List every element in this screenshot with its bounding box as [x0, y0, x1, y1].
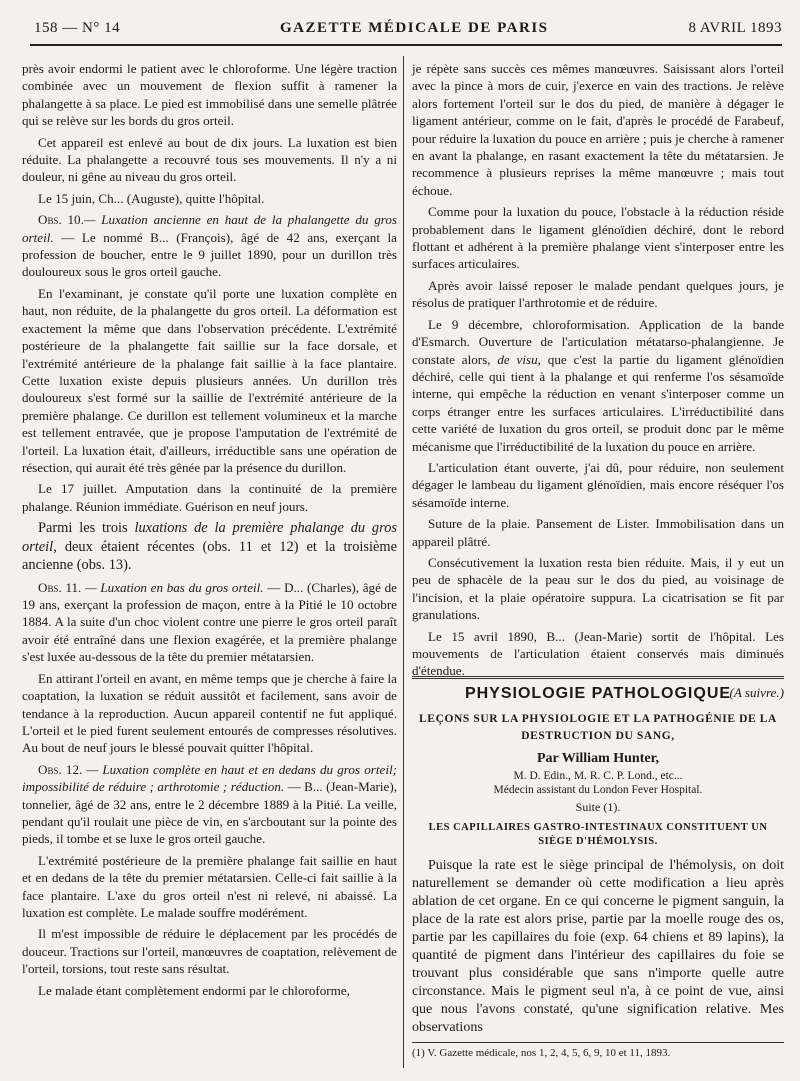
paragraph: En attirant l'orteil en avant, en même temps que je cherche à faire la coaptation, la luxation se réduit aussitôt et facilement, sans avoir de tendance à la reproduction. Aucun appareil contentif ne fut appliqué. L'orteil et le pied furent seulement entourés de compresses résolutives. Au bout de neuf jours le blessé pouvait quitter l'hôpital.: [22, 670, 397, 756]
paragraph: Comme pour la luxation du pouce, l'obstacle à la réduction réside probablement dans le ligament glénoïdien déchiré, dont le rebord flottant et adhérent à la première phalange vient s'interposer entre les surfaces articulaires.: [412, 204, 784, 272]
left-column: [22, 60, 397, 1065]
paragraph: Le malade étant complètement endormi par le chloroforme,: [38, 982, 350, 998]
suite-note: Suite (1).: [575, 800, 621, 814]
observation-12: [22, 761, 397, 848]
paragraph: En l'examinant, je constate qu'il porte une luxation complète en haut, non réduite, de la phalangette du gros orteil. La déformation est exactement la même que dans l'observation précédente. L'extrémité postérieure de la phalangette fait saillie sur la face dorsale, et l'extrémité antérieure de la phalange fait saillie à la face plantaire. Cette luxation existe depuis plusieurs années. Un durillon très douloureux s'est formé sur la saillie de l'extrémité antérieure de la première phalange. Ce durillon est tellement volumineux et la marche est tellement entravée, que je propose l'amputation de l'extrémité de l'orteil. La luxation était, d'ailleurs, irréductible sans une opération de résection, qui aurait été très gênée par la présence du durillon.: [22, 285, 397, 475]
obs-text: — Le nommé B... (François), âgé de 42 ans, exerçant la profession de boucher, entre le 9 juillet 1890, pour un durillon très douloureux sous le gros orteil gauche.: [22, 229, 397, 280]
paragraph: Consécutivement la luxation resta bien réduite. Mais, il y eut un peu de sphacèle de la peau sur le dos du pied, au voisinage de l'incision, et la plaie opératoire suppura. La cicatrisation se fit par granulations.: [412, 554, 784, 623]
paragraph: Cet appareil est enlevé au bout de dix jours. La luxation est bien réduite. La phalangette a recouvré tous ses mouvements. Il n'y a ni douleur, ni gêne au niveau du gros orteil.: [22, 134, 397, 185]
observation-11: [22, 579, 397, 666]
section-title: PHYSIOLOGIE PATHOLOGIQUE: [464, 685, 732, 702]
author: Par William Hunter,: [537, 751, 659, 766]
physiology-section: [412, 676, 784, 1071]
to-be-continued: (A suivre.): [729, 684, 784, 700]
paragraph: Le 9 décembre, chloroformisation. Application de la bande d'Esmarch. Ouverture de l'articulation métatarso-phalangienne. Je constate alors, de visu, que c'est la partie du ligament glénoïdien déchiré, celle qui tient à la phalange et qui renferme l'os sésamoïde interne, qui empêche la réduction en venant s'interposer comme un corps étranger entre les surfaces articulaires. L'irréductibilité dans cette variété de luxation du gros orteil, se produit donc par le même mécanisme que l'irréductibilité de la luxation du pouce en arrière.: [412, 316, 784, 454]
journal-title: GAZETTE MÉDICALE DE PARIS: [280, 20, 549, 36]
issue-date: 8 AVRIL 1893: [688, 20, 782, 36]
observation-10: [22, 211, 397, 281]
paragraph: Le 17 juillet. Amputation dans la continuité de la première phalange. Réunion immédiate. Guérison en neuf jours.: [22, 481, 397, 514]
paragraph: Après avoir laissé reposer le malade pendant quelques jours, je résolus de pratiquer l'arthrotomie et de réduire.: [412, 277, 784, 311]
paragraph: Il m'est impossible de réduire le déplacement par les procédés de douceur. Tractions sur l'orteil, manœuvres de coaptation, relèvement de l'orteil, torsions, tout reste sans résultat.: [22, 926, 397, 977]
paragraph: Le 15 juin, Ch... (Auguste), quitte l'hôpital.: [38, 190, 265, 206]
paragraph: je répète sans succès ces mêmes manœuvres. Saisissant alors l'orteil avec la pince à mors de cuir, j'exerce en vain des tractions. Je relève alors fortement l'orteil sur le dos du pied, de manière à dégager le ligament antérieur, comme on le fait, d'après le procédé de Farabeuf, pour réduire la luxation du pouce en arrière ; puis je cherche à ramener en avant la phalange, en rasant exactement la tête du métatarsien. Je recommence à plusieurs reprises la même manœuvre ; mais tout échoue.: [412, 61, 784, 198]
paragraph: L'articulation étant ouverte, j'ai dû, pour réduire, non seulement dégager le lambeau du ligament glénoïdien, mais encore réséquer l'os sésamoïde interne.: [412, 459, 784, 510]
author-degrees: M. D. Edin., M. R. C. P. Lond., etc...: [513, 770, 683, 782]
obs-title: — Luxation en bas du gros orteil.: [81, 579, 264, 595]
chapter-heading: LES CAPILLAIRES GASTRO-INTESTINAUX CONSTITUENT UN SIÈGE D'HÉMOLYSIS.: [428, 822, 768, 847]
section-subtitle: LEÇONS SUR LA PHYSIOLOGIE ET LA PATHOGÉNIE DE LA DESTRUCTION DU SANG,: [419, 713, 777, 742]
obs-label: Obs. 11.: [38, 579, 82, 595]
obs-label: Obs. 12.: [38, 761, 83, 777]
author-affiliation: Médecin assistant du London Fever Hospital.: [493, 784, 703, 796]
footnote: (1) V. Gazette médicale, nos 1, 2, 4, 5, 6, 9, 10 et 11, 1893.: [412, 1042, 784, 1059]
summary-paragraph: Parmi les trois luxations de la première phalange du gros orteil, deux étaient récentes (obs. 11 et 12) et la troisième ancienne (obs. 13).: [22, 520, 397, 574]
column-divider: [403, 56, 404, 1068]
obs-label: Obs. 10.: [38, 212, 84, 228]
page-header: [30, 16, 782, 40]
obs-title: — Luxation ancienne en haut de la phalangette du gros orteil.: [22, 212, 397, 245]
section-rule: [412, 676, 784, 679]
section-body: Puisque la rate est le siège principal de l'hémolysis, on doit naturellement se demander où cette modification a lieu après ablation de cet organe. En ce qui concerne le pigment sanguin, la place de la rate est alors prise, partie par la moelle rouge des os, partie par les capillaires du foie (exp. 64 chiens et 89 lapins), la quantité de pigment dans l'intérieur des capillaires du foie se trouvant plus considérable que sans n'importe quelle autre circonstance. Mais le pigment seul n'a, à ce point de vue, ainsi que nous l'avons constaté, qu'une signification relative. Mes observations: [412, 858, 784, 1035]
obs-title: — Luxation complète en haut et en dedans du gros orteil; impossibilité de réduire ; arthrotomie ; réduction.: [22, 761, 397, 795]
paragraph: Suture de la plaie. Pansement de Lister. Immobilisation dans un appareil plâtré.: [412, 516, 784, 549]
obs-text: — B... (Jean-Marie), tonnelier, âgé de 32 ans, entre le 2 décembre 1889 à la Pitié. La veille, pendant qu'il roulait une pièce de vin, en s'arcboutant sur la pointe des pieds, il tombe et se luxe le gros orteil gauche.: [22, 779, 397, 847]
paragraph: L'extrémité postérieure de la première phalange fait saillie en haut et en dedans de la tête du premier métatarsien. Celle-ci fait saillie à la face plantaire. L'axe du gros orteil n'est ni relevé, ni abaissé. La luxation est complète. Le malade souffre modérément.: [22, 852, 397, 920]
paragraph: près avoir endormi le patient avec le chloroforme. Une légère traction combinée avec un mouvement de flexion suffit à ramener la phalangette à sa place. Le pied est immobilisé dans une semelle plâtrée qui se relève sur les bords du gros orteil.: [22, 61, 397, 129]
page-number: 158 — N° 14: [34, 20, 121, 36]
header-rule: [30, 44, 782, 46]
paragraph: Le 15 avril 1890, B... (Jean-Marie) sortit de l'hôpital. Les mouvements de l'articulation étaient conservés mais diminués d'étendue.: [412, 628, 784, 679]
obs-text: — D... (Charles), âgé de 19 ans, exerçant la profession de maçon, entre à la Pitié le 10 octobre 1884. A la suite d'un choc violent contre une pierre le gros orteil paraît avoir été entraîné dans une flexion exagérée, et la première phalange s'est luxée au-dessous de la tête du premier métatarsien.: [22, 579, 397, 665]
